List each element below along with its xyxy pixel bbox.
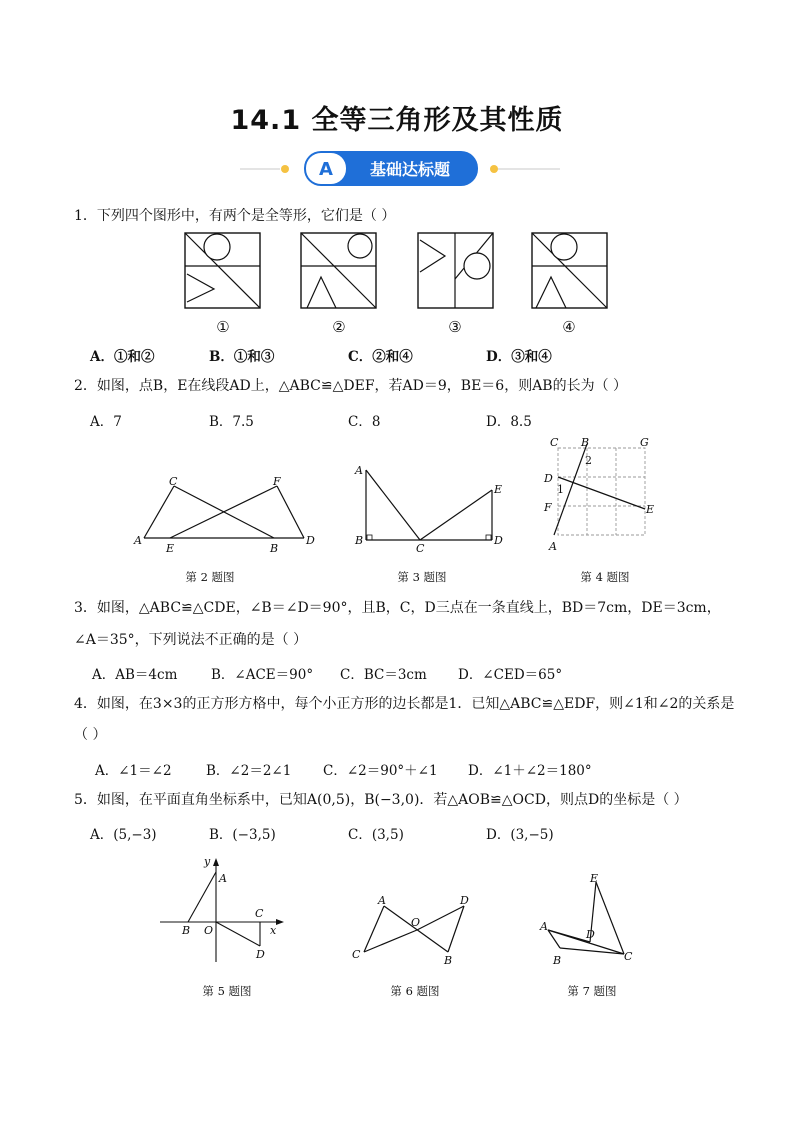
f6-label-a: A	[378, 894, 386, 907]
q3-stem-line2: ∠A＝35°，下列说法不正确的是（ ）	[74, 632, 308, 648]
q4-option-c[interactable]: C．∠2＝90°＋∠1	[323, 763, 438, 779]
f4-label-d: D	[544, 472, 553, 485]
q1-option-a[interactable]: A．①和②	[90, 349, 155, 365]
f4-label-a: A	[549, 540, 557, 553]
figure-q7	[536, 868, 636, 968]
q1-figure-3	[417, 232, 497, 310]
figure-q3	[350, 458, 510, 554]
f7-label-b: B	[553, 954, 562, 967]
f5-label-x: x	[270, 924, 277, 937]
f5-label-a: A	[219, 872, 227, 885]
q5-option-b[interactable]: B．(−3,5)	[209, 827, 276, 843]
f4-label-b: B	[581, 436, 590, 449]
f4-label-g: G	[640, 436, 649, 449]
f2-label-c: C	[169, 475, 178, 488]
section-banner	[240, 150, 560, 188]
q3-option-d[interactable]: D．∠CED＝65°	[458, 667, 563, 683]
f2-label-b: B	[270, 542, 279, 554]
f3-label-d: D	[494, 534, 503, 547]
q1-figure-1	[184, 232, 264, 310]
f7-label-e: E	[590, 872, 599, 885]
section-letter: A	[319, 159, 333, 180]
caption-q5: 第 5 题图	[202, 984, 252, 998]
f5-label-y: y	[204, 855, 211, 868]
q5-option-d[interactable]: D．(3,−5)	[486, 827, 554, 843]
right-dot	[490, 165, 498, 173]
section-label: 基础达标题	[369, 160, 451, 179]
f3-label-a: A	[355, 464, 363, 477]
f3-label-c: C	[416, 542, 425, 554]
caption-q7: 第 7 题图	[567, 984, 617, 998]
q1-option-b[interactable]: B．①和③	[209, 349, 275, 365]
caption-q4: 第 4 题图	[580, 570, 630, 584]
figure-q2	[132, 472, 322, 554]
f7-label-c: C	[624, 950, 633, 963]
q3-option-c[interactable]: C．BC＝3cm	[340, 667, 427, 683]
q4-option-d[interactable]: D．∠1＋∠2＝180°	[468, 763, 592, 779]
caption-q2: 第 2 题图	[185, 570, 235, 584]
f4-label-2: 2	[585, 454, 592, 467]
f2-label-d: D	[306, 534, 315, 547]
q1-figure-2	[300, 232, 380, 310]
f6-label-b: B	[444, 954, 453, 966]
figure-q6	[344, 890, 478, 966]
q1-option-d[interactable]: D．③和④	[486, 349, 552, 365]
f6-label-o: O	[411, 916, 421, 929]
f3-label-b: B	[355, 534, 364, 547]
q5-option-c[interactable]: C．(3,5)	[348, 827, 404, 843]
f7-label-a: A	[540, 920, 548, 933]
q5-option-a[interactable]: A．(5,−3)	[90, 827, 157, 843]
f6-label-c: C	[352, 948, 361, 961]
f4-label-f: F	[544, 501, 552, 514]
f5-label-d: D	[256, 948, 265, 961]
q3-stem-line1: 3．如图，△ABC≌△CDE，∠B＝∠D＝90°，且B，C，D三点在一条直线上，BD＝7cm，DE＝3cm，	[74, 600, 721, 616]
f3-label-e: E	[494, 483, 503, 496]
q1-figure-4	[531, 232, 611, 310]
q1-option-c[interactable]: C．②和④	[348, 349, 413, 365]
q1-label-3: ③	[448, 318, 462, 336]
q2-option-d[interactable]: D．8.5	[486, 414, 532, 430]
q4-stem-line1: 4．如图，在3×3的正方形方格中，每个小正方形的边长都是1．已知△ABC≌△EDF，则∠1和∠2的关系是	[74, 696, 735, 712]
f2-label-e: E	[166, 542, 175, 554]
f5-label-c: C	[255, 907, 264, 920]
q1-label-2: ②	[332, 318, 346, 336]
q3-option-b[interactable]: B．∠ACE＝90°	[211, 667, 314, 683]
q2-option-a[interactable]: A．7	[90, 414, 122, 430]
f4-label-e: E	[646, 503, 655, 516]
f7-label-d: D	[586, 928, 595, 941]
q5-stem: 5．如图，在平面直角坐标系中，已知A(0,5)，B(−3,0)．若△AOB≌△OCD，则点D的坐标是（ ）	[74, 792, 688, 808]
caption-q6: 第 6 题图	[390, 984, 440, 998]
f2-label-a: A	[134, 534, 142, 547]
q1-label-4: ④	[562, 318, 576, 336]
f4-label-c: C	[550, 436, 559, 449]
q2-stem: 2．如图，点B，E在线段AD上，△ABC≌△DEF，若AD＝9，BE＝6，则AB的长为（ ）	[74, 378, 628, 394]
f5-label-o: O	[204, 924, 214, 937]
figure-q5	[156, 854, 288, 964]
caption-q3: 第 3 题图	[397, 570, 447, 584]
q1-stem: 1．下列四个图形中，有两个是全等形，它们是（ ）	[74, 208, 396, 224]
figure-q4	[536, 434, 664, 554]
q4-option-a[interactable]: A．∠1＝∠2	[95, 763, 172, 779]
f6-label-d: D	[460, 894, 469, 907]
q4-stem-line2: （ ）	[74, 727, 107, 743]
left-dot	[281, 165, 289, 173]
f5-label-b: B	[182, 924, 191, 937]
f2-label-f: F	[273, 475, 281, 488]
q2-option-b[interactable]: B．7.5	[209, 414, 254, 430]
f4-label-1: 1	[557, 483, 564, 496]
q2-option-c[interactable]: C．8	[348, 414, 381, 430]
q3-option-a[interactable]: A．AB＝4cm	[92, 667, 178, 683]
page-title: 14.1 全等三角形及其性质	[230, 105, 564, 136]
q4-option-b[interactable]: B．∠2＝2∠1	[206, 763, 292, 779]
q1-label-1: ①	[216, 318, 230, 336]
